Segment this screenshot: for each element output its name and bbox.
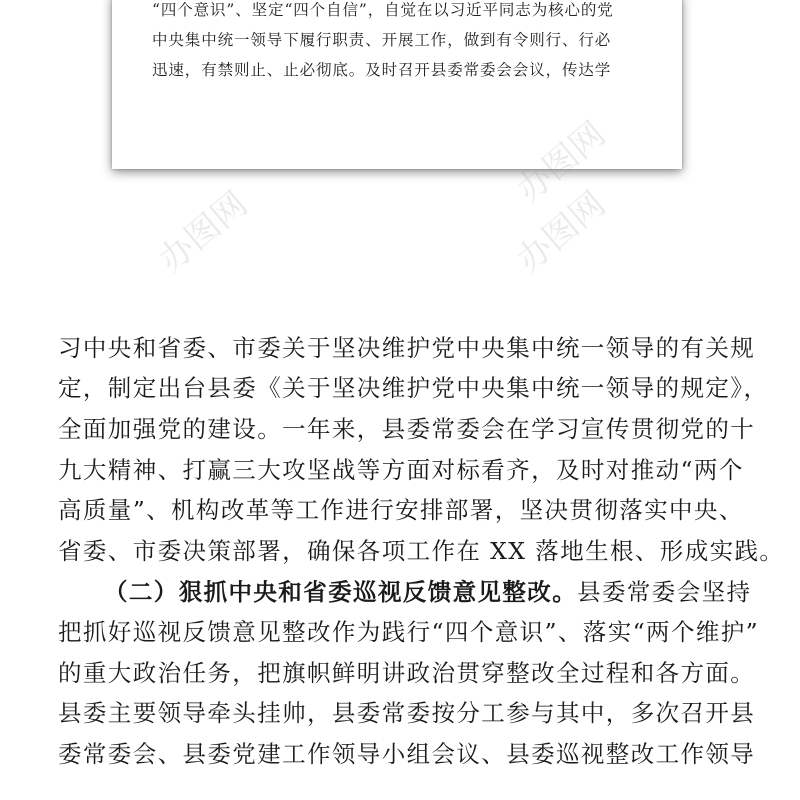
section-heading-line xyxy=(104,577,794,607)
paragraph-line: 县委主要领导牵头挂帅，县委常委按分工参与其中，多次召开县 xyxy=(58,699,756,727)
card-text-line: 迅速，有禁则止、止必彻底。及时召开县委常委会会议，传达学 xyxy=(152,61,612,79)
paragraph-line: 委常委会、县委党建工作领导小组会议、县委巡视整改工作领导 xyxy=(58,740,756,768)
heading-continuation: 县委常委会坚持 xyxy=(577,578,752,606)
paragraph-line: 习中央和省委、市委关于坚决维护党中央集中统一领导的有关规 xyxy=(58,334,756,362)
paragraph-line: 省委、市委决策部署，确保各项工作在 XX 落地生根、形成实践。 xyxy=(58,537,785,565)
paragraph-line: 把抓好巡视反馈意见整改作为践行“四个意识”、落实“两个维护” xyxy=(58,618,760,646)
paragraph-line: 定，制定出台县委《关于坚决维护党中央集中统一领导的规定》， xyxy=(58,374,769,402)
section-heading: （二）狠抓中央和省委巡视反馈意见整改。 xyxy=(104,578,578,606)
watermark: 办图网 xyxy=(509,184,614,281)
paragraph-line: 九大精神、打赢三大攻坚战等方面对标看齐，及时对推动“两个 xyxy=(58,456,744,484)
paragraph-line: 全面加强党的建设。一年来，县委常委会在学习宣传贯彻党的十 xyxy=(58,415,756,443)
card-text-line: 中央集中统一领导下履行职责、开展工作，做到有令则行、行必 xyxy=(152,31,612,49)
paragraph-line: 高质量”、机构改革等工作进行安排部署，坚决贯彻落实中央、 xyxy=(58,496,744,524)
document-page-preview xyxy=(112,0,682,169)
card-text-line: “四个意识”、坚定“四个自信”，自觉在以习近平同志为核心的党 xyxy=(152,1,614,19)
watermark: 办图网 xyxy=(151,184,256,281)
paragraph-line: 的重大政治任务，把旗帜鲜明讲政治贯穿整改全过程和各方面。 xyxy=(58,659,756,687)
watermark: 办图网 xyxy=(509,114,614,211)
